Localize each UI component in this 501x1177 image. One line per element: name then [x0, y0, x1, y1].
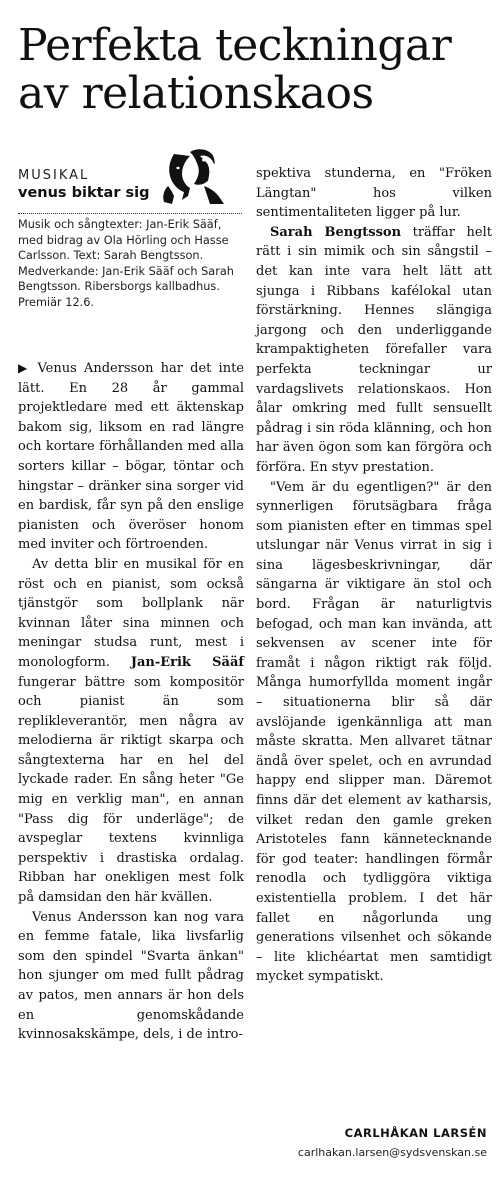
- paragraph-2: [18, 555, 244, 908]
- section-kicker: MUSIKAL: [18, 168, 90, 183]
- paragraph-4: spektiva stunderna, en "Fröken Längtan" hos vilken sentimentaliteten ligger på lur.: [256, 166, 492, 221]
- performer-name: Sarah Bengtsson: [270, 224, 402, 240]
- article-body-right: [256, 164, 492, 987]
- bullet-arrow-icon: ▶: [18, 361, 31, 375]
- headline: Perfekta teckningar av relationskaos: [18, 20, 452, 119]
- masks-silhouette-icon: [160, 146, 230, 206]
- paragraph-2-text-b: fungerar bättre som kompositör och pianist än som replikleverantör, men några av melodierna är riktigt skarpa och sångtexterna har en hel del lyckade rader. En sång heter "Ge mig en verklig man", en annan "Pass dig för underläge"; de avspeglar textens kvinnliga perspektiv i drastiska ordalag. Ribban har onekligen mest folk på damsidan den här kvällen.: [18, 674, 244, 906]
- paragraph-1: [18, 359, 244, 555]
- paragraph-5: [256, 223, 492, 478]
- article-body-left: [18, 359, 244, 1045]
- header-divider: [18, 213, 242, 214]
- paragraph-2-text-a: Av detta blir en musikal för en röst och en pianist, som också tjänstgör som bollplank när kvinnan låter sina minnen och meningar studsa runt, mest i monologform.: [18, 556, 244, 670]
- paragraph-6: "Vem är du egentligen?" är den synnerligen förutsägbara fråga som pianisten efter en timmas spel utslungar när Venus virrat in sig i sina lägesbeskrivningar, där sängarna är viktigare än stol och bord. Frågan är naturligtvis befogad, och man kan invända, att sekvensen av scener inte för framåt i någon riktigt rak följd. Många humorfyllda moment ingår – situationerna blir så där avslöjande igenkännliga att man måste skratta. Men allvaret tätnar ändå över spelet, och en avrundad happy end slipper man. Däremot finns där det element av katharsis, vilket redan den gamle greken Aristoteles fann kännetecknande för god teater: handlingen förmår renodla och tydliggöra viktiga existentiella problem. I det här fallet en någorlunda ung generations vilsenhet och sökande – lite klichéartat men samtidigt mycket sympatiskt.: [256, 479, 492, 985]
- production-credits: Musik och sångtexter: Jan-Erik Sääf, med bidrag av Ola Hörling och Hasse Carlsson. Text: Sarah Bengtsson. Medverkande: Jan-Erik Sääf och Sarah Bengtsson. Ribersborgs kallbadhus. Premiär 12.6.: [18, 218, 234, 309]
- review-subhead: venus biktar sig: [18, 185, 150, 201]
- paragraph-3: Venus Andersson kan nog vara en femme fatale, lika livsfarlig som den spindel "Svarta änkan" hon sjunger om med fullt pådrag av patos, men annars är hon dels en genomskådande kvinnosakskämpe, dels, i de intro-: [18, 909, 244, 1043]
- paragraph-1-text: Venus Andersson har det inte lätt. En 28 år gammal projektledare med ett äktenskap bakom sig, liksom en rad längre och kortare förhållanden med alla sorters killar – bögar, töntar och hingstar – dränker sina sorger vid en bardisk, får syn på den enslige pianisten och överöser honom med inviter och förtroenden.: [18, 361, 244, 553]
- paragraph-5-text: träffar helt rätt i sin mimik och sin sångstil – det kan inte vara helt lätt att sjunga i Ribbans kafélokal utan förstärkning. Hennes slängiga jargong och den underliggande krampaktigheten förefaller vara perfekta teckningar ur vardagslivets relationskaos. Hon ålar omkring med fullt sensuellt pådrag i sin röda klänning, och hon har även ögon som kan förgöra och förföra. En styv prestation.: [256, 224, 492, 475]
- author-email: carlhakan.larsen@sydsvenskan.se: [297, 1146, 487, 1159]
- author-byline: CARLHÅKAN LARSÉN: [344, 1126, 487, 1140]
- composer-name: Jan-Erik Sääf: [130, 654, 244, 670]
